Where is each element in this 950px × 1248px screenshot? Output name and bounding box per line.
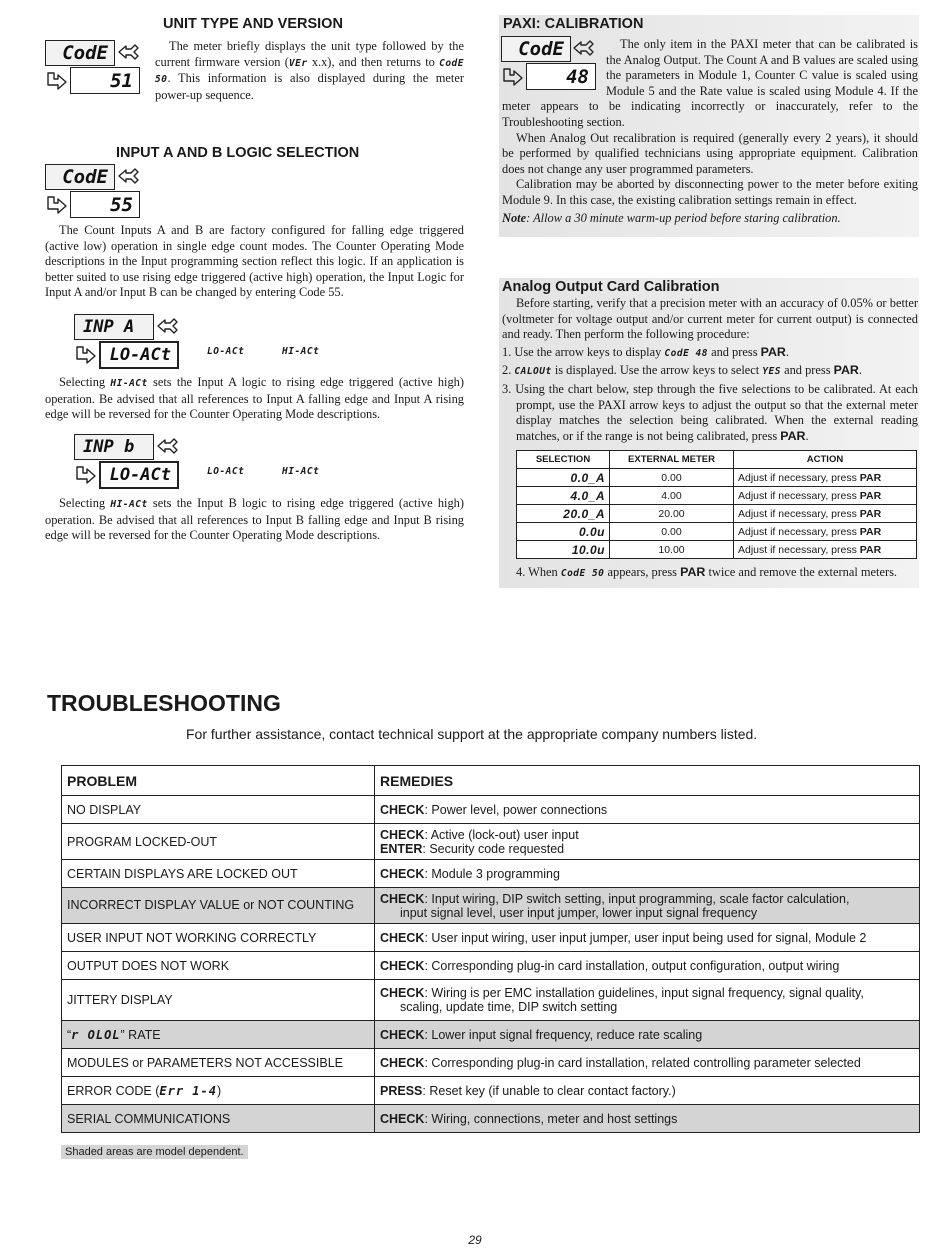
input-b-body: [45, 496, 464, 544]
display-code-55: 55: [70, 191, 140, 218]
table-row: [62, 888, 920, 924]
input-a-body: [45, 375, 464, 423]
input-logic-title: INPUT A AND B LOGIC SELECTION: [116, 145, 360, 161]
col-external-meter: EXTERNAL METER: [610, 451, 734, 469]
seg-r-olol: r OLOL: [71, 1027, 121, 1042]
table-row: [517, 523, 917, 541]
paxi-cal-body: [502, 37, 918, 226]
table-row: [517, 487, 917, 505]
shaded-areas-footnote: Shaded areas are model dependent.: [61, 1145, 248, 1159]
col-action: ACTION: [734, 451, 917, 469]
remedy-cell: CHECK: Power level, power connections: [375, 796, 920, 824]
input-b-text-2: sets the Input B logic to rising edge triggered (active high) operation. Be advised that all references to Input B falling edge and Input B rising edge will be reversed for the Counter Operating Mode descriptions.: [45, 496, 464, 543]
troubleshooting-table: [61, 765, 920, 1133]
problem-cell: JITTERY DISPLAY: [62, 980, 375, 1021]
cell-action: Adjust if necessary, press PAR: [734, 505, 917, 523]
problem-cell: MODULES or PARAMETERS NOT ACCESSIBLE: [62, 1049, 375, 1077]
remedy-cell: PRESS: Reset key (if unable to clear contact factory.): [375, 1077, 920, 1105]
advance-arrow-icon: [118, 43, 140, 63]
option-lo-act-a: LO-ACt: [207, 346, 245, 357]
table-row: [517, 469, 917, 487]
remedy-cell: CHECK: Input wiring, DIP switch setting, input programming, scale factor calculation, input signal level, user input jumper, lower input signal frequency: [375, 888, 920, 924]
table-row: [62, 824, 920, 860]
display-code-top-2: CodE: [45, 164, 115, 190]
display-code-51: 51: [70, 67, 140, 94]
problem-cell: ERROR CODE (Err 1-4): [62, 1077, 375, 1105]
advance-arrow-icon: [118, 167, 140, 187]
calibration-table: [516, 450, 917, 559]
seg-hi-act-b: HI-ACt: [110, 499, 148, 510]
col-problem: PROBLEM: [62, 766, 375, 796]
input-b-text-1: Selecting: [59, 496, 111, 510]
note-text: : Allow a 30 minute warm-up period before staring calibration.: [526, 210, 841, 225]
cell-selection: 10.0u: [517, 541, 610, 559]
par-key-label: PAR: [833, 363, 859, 378]
cell-action: Adjust if necessary, press PAR: [734, 487, 917, 505]
option-hi-act-a: HI-ACt: [282, 346, 320, 357]
cell-selection: 0.0_A: [517, 469, 610, 487]
table-row: [62, 796, 920, 824]
display-lo-act-b: LO-ACt: [99, 461, 179, 489]
advance-arrow-icon: [157, 437, 179, 457]
input-a-text-1: Selecting: [59, 375, 111, 389]
problem-cell: CERTAIN DISPLAYS ARE LOCKED OUT: [62, 860, 375, 888]
cell-action: Adjust if necessary, press PAR: [734, 541, 917, 559]
remedy-cell: CHECK: Active (lock-out) user input ENTER: Security code requested: [375, 824, 920, 860]
seg-yes: YES: [762, 366, 781, 378]
seg-hi-act-a: HI-ACt: [110, 378, 148, 389]
exit-arrow-icon: [45, 71, 67, 91]
option-hi-act-b: HI-ACt: [282, 466, 320, 477]
cell-meter: 20.00: [610, 505, 734, 523]
problem-cell: “r OLOL” RATE: [62, 1021, 375, 1049]
remedy-cell: CHECK: Wiring, connections, meter and host settings: [375, 1105, 920, 1133]
col-remedies: REMEDIES: [375, 766, 920, 796]
table-row: [517, 505, 917, 523]
analog-step-2: 2. CALOUt is displayed. Use the arrow keys to select YES and press PAR.: [502, 363, 862, 378]
unit-type-text-1: The meter briefly displays the unit type followed by the current firmware version (: [155, 39, 464, 69]
input-logic-body: The Count Inputs A and B are factory configured for falling edge triggered (active low) operation in single edge count modes. The Counter Operating Mode descriptions in the Input programming section reflect this logic. If an application is better suited to use rising edge triggered (active high) operation, the Input Logic for Input A and/or Input B can be changed by entering Code 55.: [45, 223, 464, 300]
problem-cell: USER INPUT NOT WORKING CORRECTLY: [62, 924, 375, 952]
display-lo-act-a: LO-ACt: [99, 341, 179, 369]
paxi-cal-para-3: Calibration may be aborted by disconnecting power to the meter before exiting Module 9. In this case, the existing calibration settings remain in effect.: [502, 177, 918, 207]
table-row: [62, 1105, 920, 1133]
unit-type-text-2: x.x), and then returns to: [307, 54, 440, 69]
unit-type-body: [155, 39, 464, 103]
unit-type-title: UNIT TYPE AND VERSION: [163, 16, 343, 32]
problem-cell: INCORRECT DISPLAY VALUE or NOT COUNTING: [62, 888, 375, 924]
cell-selection: 0.0u: [517, 523, 610, 541]
cell-meter: 4.00: [610, 487, 734, 505]
option-lo-act-b: LO-ACt: [207, 466, 245, 477]
paxi-cal-para-2: When Analog Out recalibration is required (generally every 2 years), it should be performed by qualified technicians using appropriate equipment. Calibration does not change any user programmed parameters.: [502, 130, 918, 176]
remedy-cell: CHECK: User input wiring, user input jumper, user input being used for signal, Module 2: [375, 924, 920, 952]
par-key-label: PAR: [760, 344, 786, 359]
remedy-cell: CHECK: Wiring is per EMC installation guidelines, input signal frequency, signal quality, scaling, update time, DIP switch setting: [375, 980, 920, 1021]
display-inp-a: INP A: [74, 314, 154, 340]
page-number: 29: [468, 1233, 482, 1247]
par-key-label: PAR: [780, 428, 806, 443]
display-code-top: CodE: [45, 40, 115, 66]
problem-cell: SERIAL COMMUNICATIONS: [62, 1105, 375, 1133]
exit-arrow-icon: [74, 465, 96, 485]
remedy-cell: CHECK: Lower input signal frequency, reduce rate scaling: [375, 1021, 920, 1049]
cell-selection: 4.0_A: [517, 487, 610, 505]
display-code-48: 48: [526, 63, 596, 90]
table-row: [62, 952, 920, 980]
table-row: [62, 1049, 920, 1077]
seg-err: Err 1-4: [159, 1083, 217, 1098]
problem-cell: OUTPUT DOES NOT WORK: [62, 952, 375, 980]
table-row: [517, 541, 917, 559]
table-row: [62, 860, 920, 888]
cell-selection: 20.0_A: [517, 505, 610, 523]
troubleshooting-title: TROUBLESHOOTING: [47, 690, 281, 716]
exit-arrow-icon: [45, 195, 67, 215]
exit-arrow-icon: [74, 345, 96, 365]
paxi-cal-title: PAXI: CALIBRATION: [503, 16, 644, 32]
display-inp-b: INP b: [74, 434, 154, 460]
analog-step-4: 4. When CodE 50 appears, press PAR twice and remove the external meters.: [516, 565, 897, 579]
seg-code48: CodE 48: [664, 347, 708, 359]
cell-action: Adjust if necessary, press PAR: [734, 469, 917, 487]
cell-meter: 0.00: [610, 523, 734, 541]
cell-meter: 0.00: [610, 469, 734, 487]
analog-cal-title: Analog Output Card Calibration: [502, 279, 720, 295]
table-row: [62, 1021, 920, 1049]
seg-calout: CALOUt: [514, 366, 552, 378]
par-key-label: PAR: [680, 565, 706, 579]
table-row: [62, 924, 920, 952]
paxi-cal-note: [502, 211, 918, 227]
analog-step-1: 1. Use the arrow keys to display CodE 48 and press PAR.: [502, 344, 789, 359]
col-selection: SELECTION: [517, 451, 610, 469]
seg-ver: VEr: [288, 57, 308, 69]
analog-cal-body: [502, 296, 918, 444]
display-code-top-3: CodE: [501, 36, 571, 62]
table-row: [62, 980, 920, 1021]
remedy-cell: CHECK: Module 3 programming: [375, 860, 920, 888]
calibration-table-header: [517, 451, 917, 469]
cell-action: Adjust if necessary, press PAR: [734, 523, 917, 541]
unit-type-text-3: . This information is also displayed during the meter power-up sequence.: [155, 71, 464, 102]
seg-code50: CodE 50: [560, 568, 605, 579]
troubleshooting-header: [62, 766, 920, 796]
remedy-cell: CHECK: Corresponding plug-in card installation, output configuration, output wiring: [375, 952, 920, 980]
note-label: Note: [502, 210, 527, 225]
paxi-cal-para-1: The only item in the PAXI meter that can be calibrated is the Analog Output. The Count A and B values are scaled using the parameters in Module 1, Counter C value is scaled using Module 5 and the Rate value is scaled using Module 4. If the meter appears to be indicating incorrectly or inaccurately, refer to the Troubleshooting section.: [502, 37, 918, 129]
advance-arrow-icon: [157, 317, 179, 337]
analog-step-3: 3. Using the chart below, step through the five selections to be calibrated. At each prompt, use the PAXI arrow keys to adjust the output so that the external meter display matches the selection being calibrated. When the external reading matches, or if the range is not being calibrated, press PAR.: [502, 381, 918, 443]
problem-cell: PROGRAM LOCKED-OUT: [62, 824, 375, 860]
table-row: [62, 1077, 920, 1105]
analog-cal-intro: Before starting, verify that a precision meter with an accuracy of 0.05% or better (voltmeter for voltage output and/or current meter for current output) is connected and ready. Then perform the following procedure:: [502, 296, 918, 342]
cell-meter: 10.00: [610, 541, 734, 559]
problem-cell: NO DISPLAY: [62, 796, 375, 824]
remedy-cell: CHECK: Corresponding plug-in card installation, related controlling parameter selected: [375, 1049, 920, 1077]
troubleshooting-subtitle: For further assistance, contact technical support at the appropriate company numbers listed.: [186, 726, 758, 742]
input-a-text-2: sets the Input A logic to rising edge triggered (active high) operation. Be advised that all references to Input A falling edge and Input A rising edge will be reversed for the Counter Operating Mode descriptions.: [45, 375, 464, 422]
seg-code50: CodE 50: [155, 57, 464, 86]
